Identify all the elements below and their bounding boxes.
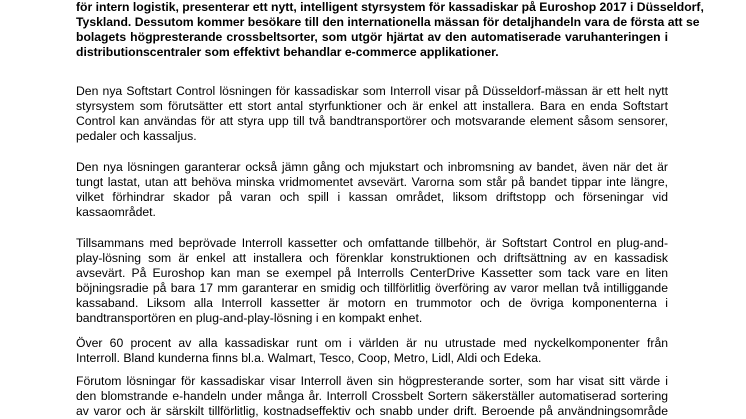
- p4-line-2: Interroll. Bland kunderna finns bl.a. Walmart, Tesco, Coop, Metro, Lidl, Aldi och Edeka.: [76, 351, 542, 365]
- p2-line-4: kassaområdet.: [76, 205, 156, 219]
- intro-paragraph: [76, 0, 704, 60]
- intro-line-3: bolagets högpresterande crossbeltsorter, som utgör hjärtat av den automatiserade varuhanteringen i: [76, 30, 668, 44]
- p2-line-3: vilket förhindrar skador på varan och spill i kassan området, liksom driftstopp och förseningar vid: [76, 190, 668, 204]
- intro-line-2: Tyskland. Dessutom kommer besökare till den internationella mässan för detaljhandeln vara de första att se: [76, 15, 700, 29]
- intro-line-1: för intern logistik, presenterar ett nytt, intelligent styrsystem för kassadiskar på Euroshop 2017 i Düsseldorf,: [76, 0, 704, 14]
- p1-line-3: Control kan användas för att styra upp till två bandtransportörer och motsvarande element såsom sensorer,: [76, 114, 668, 128]
- body-paragraph-1: [76, 84, 668, 144]
- p3-line-4: böjningsradie på bara 17 mm garanterar en smidig och tillförlitlig överföring av varor mellan två intilliggande: [76, 281, 668, 295]
- p5-line-1: Förutom lösningar för kassadiskar visar Interroll även sin högpresterande sorter, som har visat sitt värde i: [76, 374, 668, 388]
- p3-line-6: bandtransportören en plug-and-play-lösning i en kompakt enhet.: [76, 311, 423, 325]
- body-paragraph-3: [76, 236, 668, 326]
- p1-line-4: pedaler och kassaljus.: [76, 129, 197, 143]
- p3-line-5: kassaband. Liksom alla Interroll kassetter är motorn en trummotor och de övriga komponenterna i: [76, 296, 668, 310]
- p1-line-2: styrsystem som förutsätter ett stort antal styrfunktioner och är enkel att installera. Bara en enda Softstart: [76, 99, 668, 113]
- p2-line-1: Den nya lösningen garanterar också jämn gång och mjukstart och inbromsning av bandet, även när det är: [76, 160, 668, 174]
- p5-line-2: den blomstrande e-handeln under många år. Interroll Crossbelt Sortern säkerställer automatiserad sortering: [76, 389, 668, 403]
- body-paragraph-2: [76, 160, 668, 220]
- p3-line-2: play-lösning som är enkel att installera och förenklar konstruktionen och driftsättning av en kassadisk: [76, 251, 668, 265]
- p2-line-2: tungt lastat, utan att behöva minska vridmomentet avsevärt. Varorna som står på bandet tippar inte längre,: [76, 175, 668, 189]
- p3-line-1: Tillsammans med beprövade Interroll kassetter och omfattande tillbehör, är Softstart Control en plug-and-: [76, 236, 668, 250]
- p1-line-1: Den nya Softstart Control lösningen för kassadiskar som Interroll visar på Düsseldorf-mässan är ett helt nytt: [76, 84, 668, 98]
- body-paragraph-4: [76, 336, 668, 366]
- p5-line-3: av varor och är särskilt tillförlitlig, kostnadseffektiv och snabb under drift. Beroende på användningsområde: [76, 404, 668, 418]
- intro-line-4: distributionscentraler som effektivt behandlar e-commerce applikationer.: [76, 45, 499, 59]
- p4-line-1: Över 60 procent av alla kassadiskar runt om i världen är nu utrustade med nyckelkomponenter från: [76, 336, 668, 350]
- body-paragraph-5: [76, 374, 668, 419]
- p3-line-3: avsevärt. På Euroshop kan man se exempel på Interrolls CenterDrive Kassetter som tack vare en liten: [76, 266, 668, 280]
